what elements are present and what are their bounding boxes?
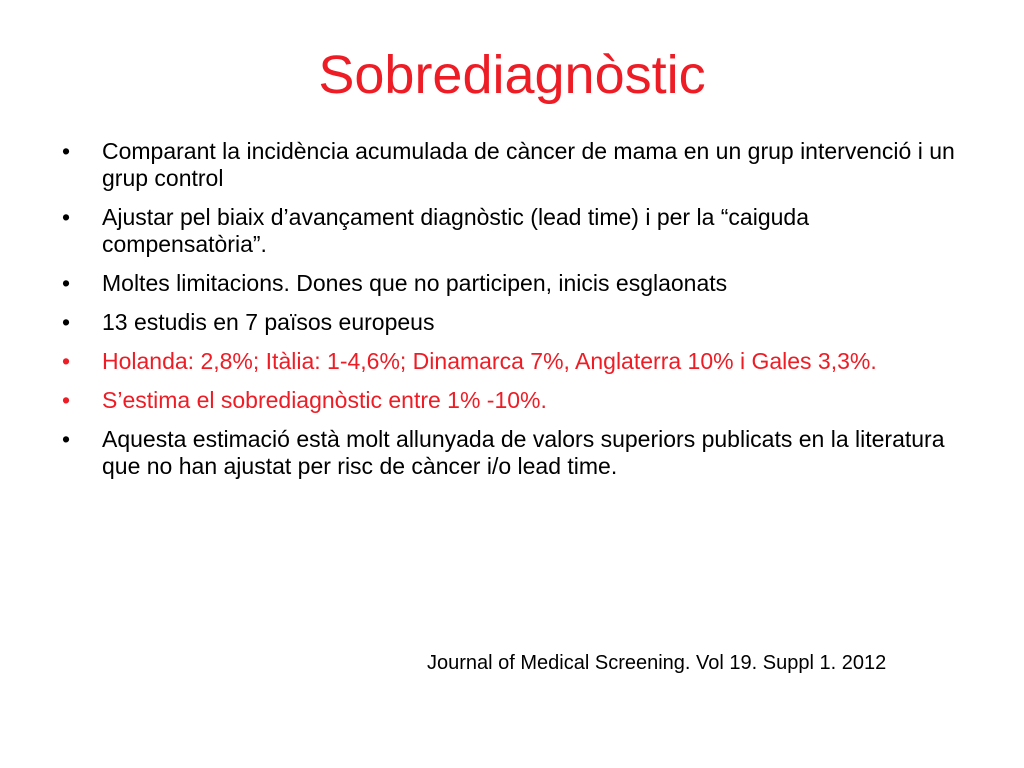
bullet-item — [56, 270, 976, 297]
bullet-marker: • — [62, 387, 71, 413]
bullet-item — [56, 348, 976, 375]
bullet-item — [56, 309, 976, 336]
bullet-text: Moltes limitacions. Dones que no participen, inicis esglaonats — [102, 270, 728, 296]
bullet-text: Holanda: 2,8%; Itàlia: 1-4,6%; Dinamarca 7%, Anglaterra 10% i Gales 3,3%. — [102, 348, 877, 374]
bullet-text: Aquesta estimació està molt allunyada de valors superiors publicats en la literatura que no han ajustat per risc de càncer i/o lead time. — [102, 426, 945, 479]
bullet-marker: • — [62, 309, 71, 335]
bullet-text: Comparant la incidència acumulada de càncer de mama en un grup intervenció i un grup control — [102, 138, 955, 191]
bullet-list — [56, 138, 976, 492]
bullet-item — [56, 426, 976, 480]
bullet-marker: • — [62, 204, 71, 230]
bullet-item — [56, 138, 976, 192]
bullet-item — [56, 204, 976, 258]
bullet-marker: • — [62, 138, 71, 164]
bullet-item — [56, 387, 976, 414]
bullet-text: 13 estudis en 7 països europeus — [102, 309, 435, 335]
bullet-marker: • — [62, 426, 71, 452]
journal-reference: Journal of Medical Screening. Vol 19. Suppl 1. 2012 — [427, 652, 887, 674]
bullet-text: S’estima el sobrediagnòstic entre 1% -10%. — [102, 387, 547, 413]
slide-title: Sobrediagnòstic — [318, 45, 706, 105]
bullet-marker: • — [62, 270, 71, 296]
bullet-text: Ajustar pel biaix d’avançament diagnòstic (lead time) i per la “caiguda compensatòria”. — [102, 204, 809, 257]
bullet-marker: • — [62, 348, 71, 374]
